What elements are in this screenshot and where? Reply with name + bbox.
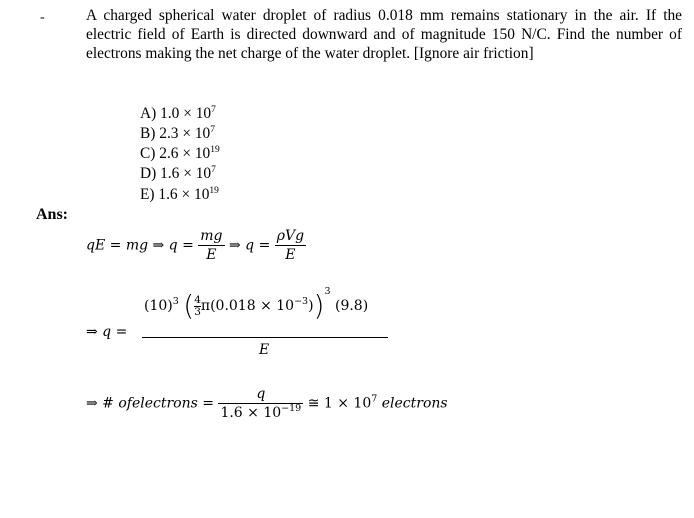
option-c: C) $2.6 \times 10^{19}$ — [140, 145, 220, 162]
dash-mark: - — [40, 10, 45, 25]
fraction-q-over-charge: $\frac{q}{1.6 \times 10^{-19}}$ — [220, 386, 302, 421]
question-text: A charged spherical water droplet of radius 0.018 mm remains stationary in the air. If the electric field of Earth is directed downward and of magnitude 150 N/C. Find the number of electrons making the net charge of the water droplet. [Ignore air friction] — [86, 7, 682, 62]
answer-label: Ans: — [36, 206, 69, 223]
fraction-mg-over-e: $\frac{mg}{E}$ — [200, 228, 223, 263]
option-b: B) $2.3 \times 10^7$ — [140, 125, 216, 142]
option-e: E) $1.6 \times 10^{19}$ — [140, 186, 219, 203]
equation-1: qE = mg ⇒ q = $\frac{mg}{E}$ ⇒ q = $\frac{\text{ρVg}}{E}$ — [86, 228, 305, 263]
equation-2-denominator: E — [259, 342, 270, 358]
option-a: A) $1.0 \times 10^7$ — [140, 105, 216, 122]
fraction-four-thirds: $\frac{4}{3}$ — [194, 293, 201, 318]
option-d: D) $1.6 \times 10^7$ — [140, 165, 216, 182]
equation-3: ⇒ # ofelectrons = $\frac{q}{1.6 \times 10^{-19}}$ ≅ $1 \times 10^7$ electrons — [86, 386, 448, 421]
fraction-bar-q — [142, 337, 388, 338]
equation-2-numerator: $(10)^3$ ( $\frac{4}{3}$ $\pi(0.018 \times 10^{-3}))^3$ (9.8) — [144, 286, 369, 322]
equation-2-lhs: ⇒ q = — [86, 324, 128, 340]
fraction-rhovg-over-e: $\frac{\text{ρVg}}{E}$ — [276, 228, 305, 263]
